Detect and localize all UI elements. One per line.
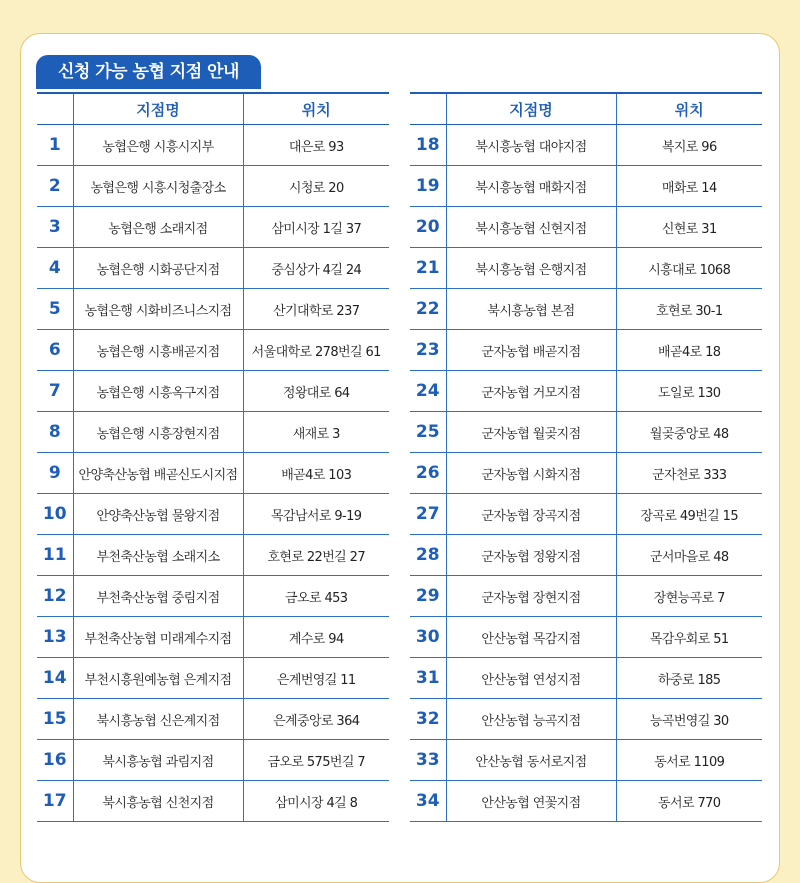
branch-location: 도일로 130 bbox=[616, 371, 762, 412]
branch-number: 17 bbox=[37, 781, 73, 822]
branch-location: 정왕대로 64 bbox=[243, 371, 389, 412]
branch-location: 장현능곡로 7 bbox=[616, 576, 762, 617]
branch-number: 18 bbox=[410, 125, 446, 166]
branch-number: 9 bbox=[37, 453, 73, 494]
branch-number: 14 bbox=[37, 658, 73, 699]
branch-location: 하중로 185 bbox=[616, 658, 762, 699]
branch-name: 북시흥농협 신은계지점 bbox=[73, 699, 243, 740]
table-header-row bbox=[410, 93, 762, 125]
branch-name: 농협은행 시흥옥구지점 bbox=[73, 371, 243, 412]
table-row bbox=[37, 535, 389, 576]
branch-name: 부천축산농협 미래계수지점 bbox=[73, 617, 243, 658]
table-row bbox=[37, 494, 389, 535]
branch-number: 25 bbox=[410, 412, 446, 453]
branch-name: 농협은행 소래지점 bbox=[73, 207, 243, 248]
table-row bbox=[410, 740, 762, 781]
branch-name: 군자농협 거모지점 bbox=[446, 371, 616, 412]
branch-name: 북시흥농협 매화지점 bbox=[446, 166, 616, 207]
branch-name: 안산농협 동서로지점 bbox=[446, 740, 616, 781]
branch-number: 15 bbox=[37, 699, 73, 740]
table-row bbox=[37, 330, 389, 371]
branch-location: 호현로 30-1 bbox=[616, 289, 762, 330]
page-title: 신청 가능 농협 지점 안내 bbox=[36, 55, 261, 89]
branch-location: 군서마을로 48 bbox=[616, 535, 762, 576]
table-row bbox=[37, 248, 389, 289]
branch-location: 능곡번영길 30 bbox=[616, 699, 762, 740]
branch-location: 금오로 453 bbox=[243, 576, 389, 617]
table-row bbox=[410, 412, 762, 453]
branch-number: 32 bbox=[410, 699, 446, 740]
branch-number: 3 bbox=[37, 207, 73, 248]
table-row bbox=[410, 207, 762, 248]
table-header-row bbox=[37, 93, 389, 125]
table-row bbox=[410, 699, 762, 740]
branch-location: 새재로 3 bbox=[243, 412, 389, 453]
header-number bbox=[37, 93, 73, 125]
branch-location: 중심상가 4길 24 bbox=[243, 248, 389, 289]
branch-name: 안양축산농협 배곧신도시지점 bbox=[73, 453, 243, 494]
branch-location: 시흥대로 1068 bbox=[616, 248, 762, 289]
branch-location: 은계중앙로 364 bbox=[243, 699, 389, 740]
table-row bbox=[37, 699, 389, 740]
branch-number: 22 bbox=[410, 289, 446, 330]
branch-location: 은계번영길 11 bbox=[243, 658, 389, 699]
table-row bbox=[37, 289, 389, 330]
branch-location: 삼미시장 1길 37 bbox=[243, 207, 389, 248]
branch-location: 계수로 94 bbox=[243, 617, 389, 658]
branch-name: 농협은행 시흥장현지점 bbox=[73, 412, 243, 453]
branch-number: 2 bbox=[37, 166, 73, 207]
table-row bbox=[410, 781, 762, 822]
table-row bbox=[410, 453, 762, 494]
branch-name: 북시흥농협 과림지점 bbox=[73, 740, 243, 781]
branch-name: 안산농협 목감지점 bbox=[446, 617, 616, 658]
table-row bbox=[410, 576, 762, 617]
branch-number: 29 bbox=[410, 576, 446, 617]
branch-location: 배곧4로 103 bbox=[243, 453, 389, 494]
branch-location: 목감우회로 51 bbox=[616, 617, 762, 658]
branch-number: 5 bbox=[37, 289, 73, 330]
table-row bbox=[410, 494, 762, 535]
branch-name: 군자농협 장곡지점 bbox=[446, 494, 616, 535]
branch-name: 농협은행 시화비즈니스지점 bbox=[73, 289, 243, 330]
branch-name: 군자농협 배곧지점 bbox=[446, 330, 616, 371]
branch-location: 시청로 20 bbox=[243, 166, 389, 207]
table-row bbox=[37, 658, 389, 699]
table-row bbox=[37, 576, 389, 617]
branch-location: 장곡로 49번길 15 bbox=[616, 494, 762, 535]
branch-name: 북시흥농협 대야지점 bbox=[446, 125, 616, 166]
branch-number: 8 bbox=[37, 412, 73, 453]
header-location: 위치 bbox=[243, 93, 389, 125]
branch-name: 농협은행 시흥시지부 bbox=[73, 125, 243, 166]
branch-name: 북시흥농협 본점 bbox=[446, 289, 616, 330]
branch-number: 20 bbox=[410, 207, 446, 248]
branch-table-right bbox=[410, 92, 762, 822]
branch-number: 21 bbox=[410, 248, 446, 289]
table-row bbox=[410, 248, 762, 289]
branch-number: 12 bbox=[37, 576, 73, 617]
branch-location: 산기대학로 237 bbox=[243, 289, 389, 330]
branch-location: 서울대학로 278번길 61 bbox=[243, 330, 389, 371]
branch-name: 안산농협 연성지점 bbox=[446, 658, 616, 699]
table-row bbox=[37, 412, 389, 453]
table-row bbox=[37, 207, 389, 248]
branch-location: 배곧4로 18 bbox=[616, 330, 762, 371]
branch-name: 북시흥농협 은행지점 bbox=[446, 248, 616, 289]
branch-number: 19 bbox=[410, 166, 446, 207]
branch-location: 금오로 575번길 7 bbox=[243, 740, 389, 781]
table-row bbox=[410, 371, 762, 412]
header-branch-name: 지점명 bbox=[73, 93, 243, 125]
branch-number: 13 bbox=[37, 617, 73, 658]
table-row bbox=[37, 166, 389, 207]
branch-number: 24 bbox=[410, 371, 446, 412]
branch-location: 동서로 1109 bbox=[616, 740, 762, 781]
branch-name: 군자농협 정왕지점 bbox=[446, 535, 616, 576]
header-location: 위치 bbox=[616, 93, 762, 125]
branch-number: 33 bbox=[410, 740, 446, 781]
branch-location: 신현로 31 bbox=[616, 207, 762, 248]
branch-name: 안산농협 능곡지점 bbox=[446, 699, 616, 740]
table-row bbox=[37, 781, 389, 822]
header-branch-name: 지점명 bbox=[446, 93, 616, 125]
branch-number: 31 bbox=[410, 658, 446, 699]
table-row bbox=[410, 125, 762, 166]
table-row bbox=[410, 166, 762, 207]
branch-name: 군자농협 월곶지점 bbox=[446, 412, 616, 453]
branch-name: 군자농협 시화지점 bbox=[446, 453, 616, 494]
table-row bbox=[37, 617, 389, 658]
branch-location: 월곶중앙로 48 bbox=[616, 412, 762, 453]
table-row bbox=[410, 617, 762, 658]
branch-name: 부천시흥원예농협 은계지점 bbox=[73, 658, 243, 699]
branch-number: 1 bbox=[37, 125, 73, 166]
branch-location: 목감남서로 9-19 bbox=[243, 494, 389, 535]
branch-name: 농협은행 시흥시청출장소 bbox=[73, 166, 243, 207]
branch-table-left bbox=[37, 92, 389, 822]
branch-number: 4 bbox=[37, 248, 73, 289]
table-row bbox=[37, 371, 389, 412]
branch-number: 16 bbox=[37, 740, 73, 781]
branch-name: 북시흥농협 신천지점 bbox=[73, 781, 243, 822]
branch-number: 7 bbox=[37, 371, 73, 412]
branch-location: 매화로 14 bbox=[616, 166, 762, 207]
table-row bbox=[410, 289, 762, 330]
branch-name: 군자농협 장현지점 bbox=[446, 576, 616, 617]
branch-number: 23 bbox=[410, 330, 446, 371]
branch-number: 27 bbox=[410, 494, 446, 535]
branch-number: 6 bbox=[37, 330, 73, 371]
branch-location: 동서로 770 bbox=[616, 781, 762, 822]
branch-location: 군자천로 333 bbox=[616, 453, 762, 494]
branch-name: 안양축산농협 물왕지점 bbox=[73, 494, 243, 535]
branch-location: 호현로 22번길 27 bbox=[243, 535, 389, 576]
table-row bbox=[37, 453, 389, 494]
branch-name: 북시흥농협 신현지점 bbox=[446, 207, 616, 248]
branch-name: 농협은행 시화공단지점 bbox=[73, 248, 243, 289]
table-row bbox=[37, 125, 389, 166]
branch-name: 부천축산농협 중림지점 bbox=[73, 576, 243, 617]
branch-number: 26 bbox=[410, 453, 446, 494]
table-row bbox=[410, 330, 762, 371]
table-row bbox=[410, 535, 762, 576]
branch-number: 10 bbox=[37, 494, 73, 535]
branch-name: 안산농협 연꽃지점 bbox=[446, 781, 616, 822]
branch-location: 삼미시장 4길 8 bbox=[243, 781, 389, 822]
branch-number: 30 bbox=[410, 617, 446, 658]
header-number bbox=[410, 93, 446, 125]
branch-location: 복지로 96 bbox=[616, 125, 762, 166]
table-row bbox=[410, 658, 762, 699]
branch-number: 11 bbox=[37, 535, 73, 576]
table-row bbox=[37, 740, 389, 781]
branch-number: 34 bbox=[410, 781, 446, 822]
branch-number: 28 bbox=[410, 535, 446, 576]
branch-location: 대은로 93 bbox=[243, 125, 389, 166]
branch-name: 농협은행 시흥배곧지점 bbox=[73, 330, 243, 371]
branch-name: 부천축산농협 소래지소 bbox=[73, 535, 243, 576]
